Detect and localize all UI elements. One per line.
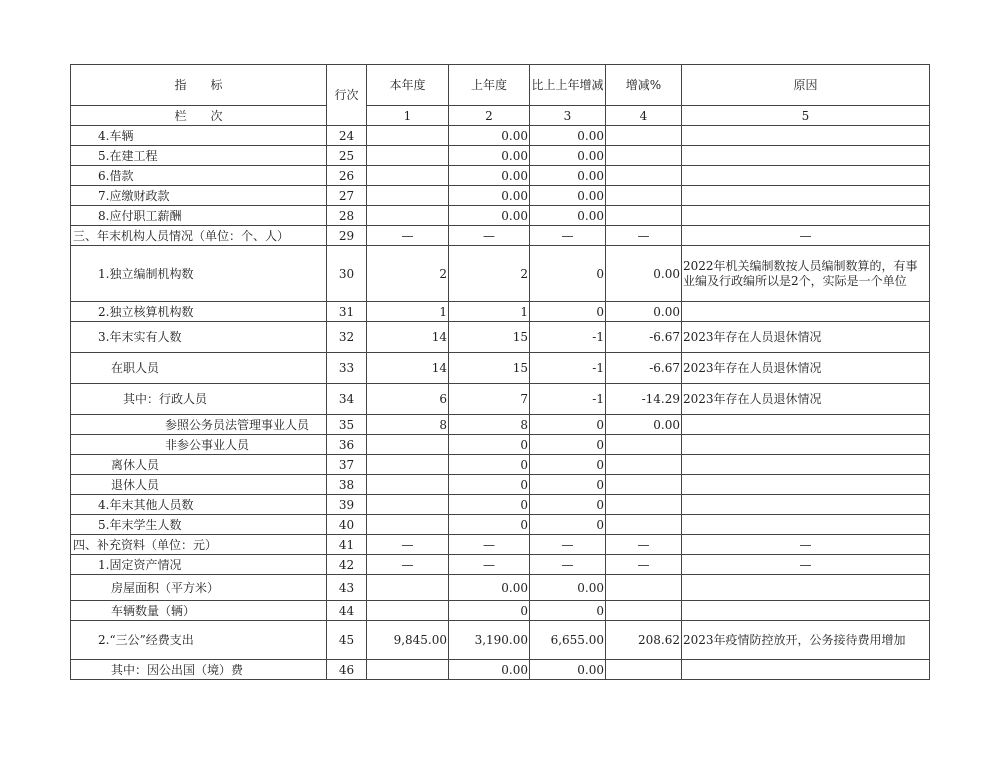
header-change-pct: 增减% xyxy=(606,65,682,106)
column-number-1: 1 xyxy=(367,106,449,126)
table-row xyxy=(71,555,930,575)
table-row xyxy=(71,601,930,621)
row-number: 26 xyxy=(327,166,367,186)
last-year-value: 7 xyxy=(449,384,530,415)
change-value: 0 xyxy=(530,475,606,495)
change-value: 0 xyxy=(530,246,606,302)
last-year-value: 15 xyxy=(449,353,530,384)
last-year-value: 0.00 xyxy=(449,660,530,680)
change-value: 0 xyxy=(530,495,606,515)
table-row xyxy=(71,435,930,455)
last-year-value: 0.00 xyxy=(449,166,530,186)
change-pct-value xyxy=(606,146,682,166)
row-label: 2.“三公”经费支出 xyxy=(71,621,327,660)
change-pct-value: — xyxy=(606,226,682,246)
this-year-value xyxy=(367,495,449,515)
reason-text: 2022年机关编制数按人员编制数算的，有事业编及行政编所以是2个，实际是一个单位 xyxy=(682,246,930,302)
change-pct-value xyxy=(606,660,682,680)
reason-text: 2023年疫情防控放开，公务接待费用增加 xyxy=(682,621,930,660)
row-number: 34 xyxy=(327,384,367,415)
row-number: 38 xyxy=(327,475,367,495)
last-year-value: 0.00 xyxy=(449,126,530,146)
reason-text: — xyxy=(682,535,930,555)
this-year-value xyxy=(367,186,449,206)
row-number: 27 xyxy=(327,186,367,206)
change-pct-value: 0.00 xyxy=(606,302,682,322)
change-value: 0 xyxy=(530,415,606,435)
change-pct-value xyxy=(606,206,682,226)
column-number-4: 4 xyxy=(606,106,682,126)
reason-text: 2023年存在人员退休情况 xyxy=(682,384,930,415)
reason-text xyxy=(682,302,930,322)
this-year-value: 9,845.00 xyxy=(367,621,449,660)
column-number-row xyxy=(71,106,930,126)
table-row xyxy=(71,660,930,680)
this-year-value: 14 xyxy=(367,353,449,384)
change-value: — xyxy=(530,535,606,555)
change-pct-value: 208.62 xyxy=(606,621,682,660)
row-label: 其中：行政人员 xyxy=(71,384,327,415)
change-pct-value xyxy=(606,601,682,621)
table-row xyxy=(71,475,930,495)
change-value: — xyxy=(530,555,606,575)
reason-text xyxy=(682,495,930,515)
this-year-value xyxy=(367,660,449,680)
row-number: 33 xyxy=(327,353,367,384)
row-number: 46 xyxy=(327,660,367,680)
change-pct-value: 0.00 xyxy=(606,246,682,302)
row-number: 30 xyxy=(327,246,367,302)
last-year-value: 0.00 xyxy=(449,146,530,166)
row-label: 8.应付职工薪酬 xyxy=(71,206,327,226)
change-value: -1 xyxy=(530,353,606,384)
row-number: 45 xyxy=(327,621,367,660)
this-year-value: 1 xyxy=(367,302,449,322)
statistics-table xyxy=(70,64,930,680)
reason-text xyxy=(682,435,930,455)
table-row xyxy=(71,206,930,226)
row-label: 1.独立编制机构数 xyxy=(71,246,327,302)
reason-text: 2023年存在人员退休情况 xyxy=(682,353,930,384)
section-heading: 三、年末机构人员情况（单位：个、人） xyxy=(71,226,327,246)
this-year-value xyxy=(367,206,449,226)
change-value: 0.00 xyxy=(530,206,606,226)
change-value: 0.00 xyxy=(530,126,606,146)
row-label: 车辆数量（辆） xyxy=(71,601,327,621)
last-year-value: — xyxy=(449,226,530,246)
this-year-value: — xyxy=(367,555,449,575)
table-row xyxy=(71,415,930,435)
row-label: 其中：因公出国（境）费 xyxy=(71,660,327,680)
this-year-value xyxy=(367,475,449,495)
header-row-no: 行次 xyxy=(327,65,367,126)
table-row xyxy=(71,353,930,384)
table-row xyxy=(71,621,930,660)
change-value: -1 xyxy=(530,384,606,415)
last-year-value: 0.00 xyxy=(449,206,530,226)
row-label: 3.年末实有人数 xyxy=(71,322,327,353)
this-year-value xyxy=(367,146,449,166)
reason-text xyxy=(682,475,930,495)
change-value: 0 xyxy=(530,455,606,475)
last-year-value: 0 xyxy=(449,455,530,475)
table-row xyxy=(71,146,930,166)
row-label: 离休人员 xyxy=(71,455,327,475)
reason-text xyxy=(682,455,930,475)
column-label: 栏 次 xyxy=(71,106,327,126)
reason-text xyxy=(682,515,930,535)
change-pct-value: 0.00 xyxy=(606,415,682,435)
change-value: 0 xyxy=(530,515,606,535)
reason-text xyxy=(682,166,930,186)
change-pct-value: -6.67 xyxy=(606,353,682,384)
change-value: 6,655.00 xyxy=(530,621,606,660)
row-label: 退休人员 xyxy=(71,475,327,495)
last-year-value: 0 xyxy=(449,515,530,535)
table-row xyxy=(71,166,930,186)
change-pct-value xyxy=(606,475,682,495)
reason-text xyxy=(682,206,930,226)
change-value: 0.00 xyxy=(530,660,606,680)
reason-text xyxy=(682,601,930,621)
change-value: 0 xyxy=(530,435,606,455)
row-number: 36 xyxy=(327,435,367,455)
row-label: 5.在建工程 xyxy=(71,146,327,166)
change-value: 0.00 xyxy=(530,146,606,166)
change-value: 0.00 xyxy=(530,186,606,206)
row-number: 37 xyxy=(327,455,367,475)
reason-text: — xyxy=(682,555,930,575)
header-change: 比上上年增减 xyxy=(530,65,606,106)
last-year-value: — xyxy=(449,555,530,575)
row-label: 4.车辆 xyxy=(71,126,327,146)
row-number: 43 xyxy=(327,575,367,601)
last-year-value: 0.00 xyxy=(449,575,530,601)
change-pct-value xyxy=(606,455,682,475)
table-row xyxy=(71,302,930,322)
change-pct-value xyxy=(606,575,682,601)
last-year-value: 0 xyxy=(449,475,530,495)
table-row xyxy=(71,535,930,555)
reason-text xyxy=(682,186,930,206)
this-year-value: — xyxy=(367,535,449,555)
table-row xyxy=(71,575,930,601)
row-number: 32 xyxy=(327,322,367,353)
this-year-value xyxy=(367,166,449,186)
header-indicator: 指 标 xyxy=(71,65,327,106)
change-value: 0 xyxy=(530,302,606,322)
row-number: 40 xyxy=(327,515,367,535)
last-year-value: 0.00 xyxy=(449,186,530,206)
this-year-value: 8 xyxy=(367,415,449,435)
last-year-value: 8 xyxy=(449,415,530,435)
last-year-value: 15 xyxy=(449,322,530,353)
last-year-value: 0 xyxy=(449,601,530,621)
change-pct-value: -6.67 xyxy=(606,322,682,353)
table-row xyxy=(71,495,930,515)
row-label: 4.年末其他人员数 xyxy=(71,495,327,515)
change-pct-value xyxy=(606,166,682,186)
change-pct-value: — xyxy=(606,555,682,575)
row-label: 1.固定资产情况 xyxy=(71,555,327,575)
change-value: — xyxy=(530,226,606,246)
row-number: 35 xyxy=(327,415,367,435)
reason-text xyxy=(682,126,930,146)
column-number-3: 3 xyxy=(530,106,606,126)
table-row xyxy=(71,226,930,246)
row-number: 29 xyxy=(327,226,367,246)
column-number-5: 5 xyxy=(682,106,930,126)
row-label: 6.借款 xyxy=(71,166,327,186)
row-label: 参照公务员法管理事业人员 xyxy=(71,415,327,435)
row-number: 39 xyxy=(327,495,367,515)
change-pct-value: — xyxy=(606,535,682,555)
last-year-value: 0 xyxy=(449,435,530,455)
change-pct-value xyxy=(606,495,682,515)
table-row xyxy=(71,515,930,535)
row-number: 24 xyxy=(327,126,367,146)
reason-text xyxy=(682,660,930,680)
last-year-value: 3,190.00 xyxy=(449,621,530,660)
this-year-value xyxy=(367,435,449,455)
reason-text: 2023年存在人员退休情况 xyxy=(682,322,930,353)
row-label: 非参公事业人员 xyxy=(71,435,327,455)
reason-text xyxy=(682,575,930,601)
this-year-value: 2 xyxy=(367,246,449,302)
header-reason: 原因 xyxy=(682,65,930,106)
change-pct-value: -14.29 xyxy=(606,384,682,415)
this-year-value xyxy=(367,515,449,535)
table-row xyxy=(71,322,930,353)
column-number-2: 2 xyxy=(449,106,530,126)
change-value: 0.00 xyxy=(530,166,606,186)
row-number: 41 xyxy=(327,535,367,555)
change-pct-value xyxy=(606,515,682,535)
change-value: 0.00 xyxy=(530,575,606,601)
row-number: 28 xyxy=(327,206,367,226)
row-label: 5.年末学生人数 xyxy=(71,515,327,535)
last-year-value: 1 xyxy=(449,302,530,322)
this-year-value xyxy=(367,455,449,475)
change-value: 0 xyxy=(530,601,606,621)
this-year-value xyxy=(367,126,449,146)
row-label: 2.独立核算机构数 xyxy=(71,302,327,322)
row-label: 在职人员 xyxy=(71,353,327,384)
reason-text xyxy=(682,415,930,435)
header-this-year: 本年度 xyxy=(367,65,449,106)
last-year-value: 2 xyxy=(449,246,530,302)
change-value: -1 xyxy=(530,322,606,353)
last-year-value: — xyxy=(449,535,530,555)
row-number: 31 xyxy=(327,302,367,322)
reason-text xyxy=(682,146,930,166)
table-row xyxy=(71,384,930,415)
this-year-value: — xyxy=(367,226,449,246)
row-number: 44 xyxy=(327,601,367,621)
row-label: 7.应缴财政款 xyxy=(71,186,327,206)
change-pct-value xyxy=(606,186,682,206)
header-row xyxy=(71,65,930,106)
reason-text: — xyxy=(682,226,930,246)
row-number: 42 xyxy=(327,555,367,575)
table-row xyxy=(71,126,930,146)
this-year-value: 6 xyxy=(367,384,449,415)
row-label: 房屋面积（平方米） xyxy=(71,575,327,601)
change-pct-value xyxy=(606,435,682,455)
section-heading: 四、补充资料（单位：元） xyxy=(71,535,327,555)
this-year-value xyxy=(367,575,449,601)
table-row xyxy=(71,455,930,475)
table-row xyxy=(71,186,930,206)
change-pct-value xyxy=(606,126,682,146)
this-year-value xyxy=(367,601,449,621)
last-year-value: 0 xyxy=(449,495,530,515)
table-row xyxy=(71,246,930,302)
header-last-year: 上年度 xyxy=(449,65,530,106)
this-year-value: 14 xyxy=(367,322,449,353)
row-number: 25 xyxy=(327,146,367,166)
